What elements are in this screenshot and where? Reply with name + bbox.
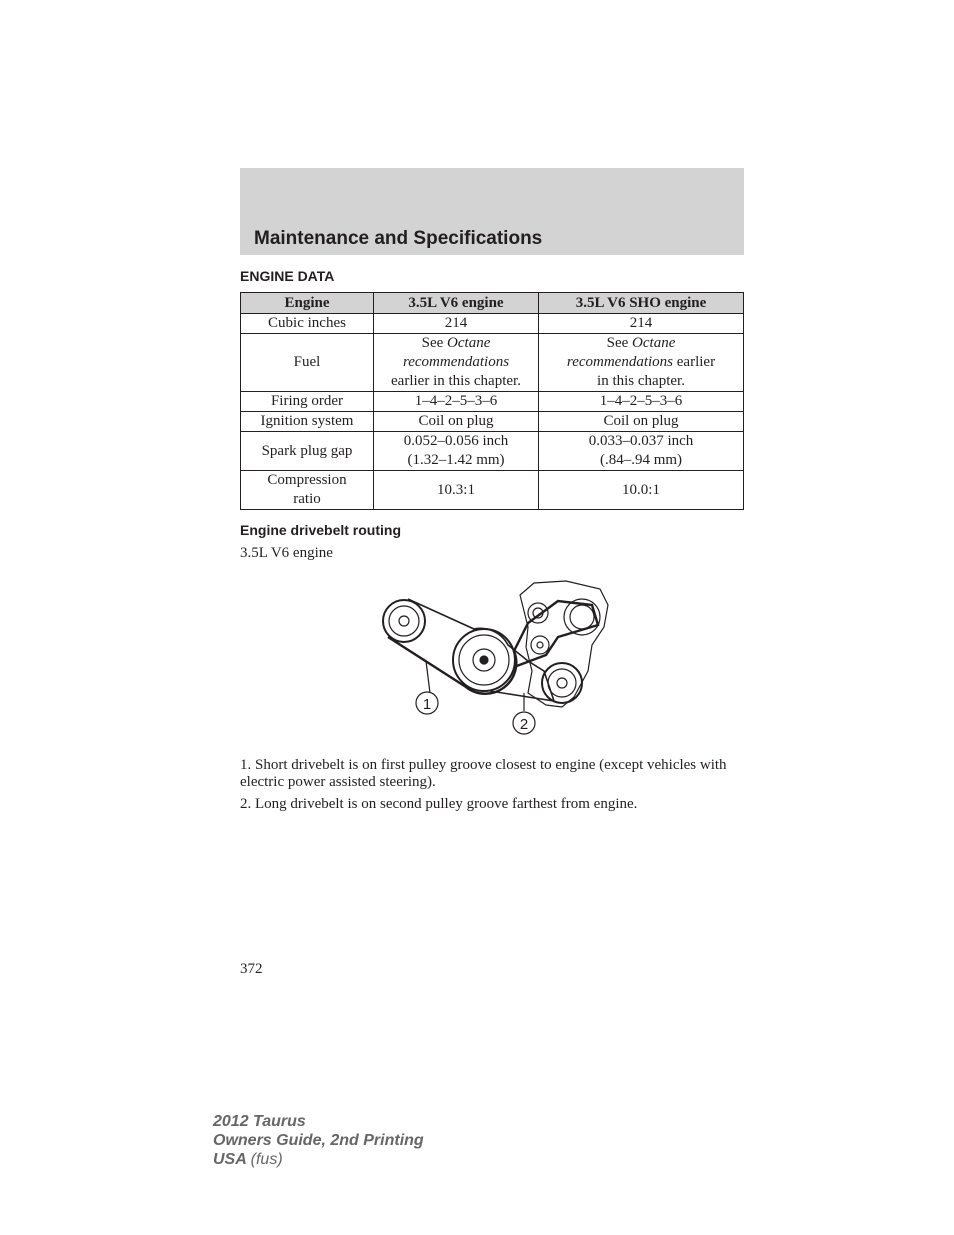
cell-text: Compression bbox=[267, 472, 347, 488]
cell-value: 1–4–2–5–3–6 bbox=[539, 392, 744, 412]
row-label: Firing order bbox=[241, 392, 374, 412]
footer-line bbox=[213, 1150, 424, 1169]
column-header: 3.5L V6 engine bbox=[374, 293, 539, 314]
cell-value: 10.3:1 bbox=[374, 471, 539, 510]
cell-text: 0.052–0.056 inch bbox=[403, 433, 509, 449]
cell-value: 214 bbox=[374, 314, 539, 334]
cell-value: 214 bbox=[539, 314, 744, 334]
cell-value bbox=[539, 334, 744, 392]
cell-text: recommendations bbox=[566, 354, 674, 370]
table-row bbox=[241, 412, 744, 432]
table-row bbox=[241, 334, 744, 392]
cell-value bbox=[374, 432, 539, 471]
table-header-row bbox=[241, 293, 744, 314]
cell-value: 10.0:1 bbox=[539, 471, 744, 510]
cell-text: (1.32–1.42 mm) bbox=[407, 452, 505, 468]
row-label: Ignition system bbox=[241, 412, 374, 432]
routing-subheading: Engine drivebelt routing bbox=[240, 522, 402, 538]
cell-value bbox=[539, 432, 744, 471]
note-short-drivebelt: 1. Short drivebelt is on first pulley groove closest to engine (except vehicles with electric power assisted steering). bbox=[240, 757, 727, 790]
drivebelt-diagram bbox=[378, 575, 610, 740]
cell-text: recommendations bbox=[402, 354, 510, 370]
footer-block bbox=[213, 1112, 424, 1169]
row-label: Cubic inches bbox=[241, 314, 374, 334]
footer-market: (fus) bbox=[250, 1151, 283, 1168]
column-header: Engine bbox=[241, 293, 374, 314]
cell-value: Coil on plug bbox=[539, 412, 744, 432]
cell-text: See bbox=[606, 335, 629, 351]
footer-line: Owners Guide, 2nd Printing bbox=[213, 1132, 424, 1149]
footer-line: 2012 Taurus bbox=[213, 1113, 306, 1130]
chapter-title: Maintenance and Specifications bbox=[254, 228, 543, 249]
cell-text: (.84–.94 mm) bbox=[599, 452, 683, 468]
cell-text: 0.033–0.037 inch bbox=[588, 433, 694, 449]
row-label: Spark plug gap bbox=[241, 432, 374, 471]
table-row bbox=[241, 471, 744, 510]
table-row bbox=[241, 392, 744, 412]
cell-text: Octane bbox=[632, 335, 676, 351]
row-label: Fuel bbox=[241, 334, 374, 392]
cell-text: earlier bbox=[676, 354, 716, 370]
cell-text: earlier in this chapter. bbox=[391, 373, 521, 389]
table-row bbox=[241, 314, 744, 334]
engine-label: 3.5L V6 engine bbox=[240, 545, 333, 561]
cell-text: Octane bbox=[447, 335, 491, 351]
page-number: 372 bbox=[240, 961, 263, 977]
section-title: ENGINE DATA bbox=[240, 268, 335, 284]
cell-value bbox=[374, 334, 539, 392]
cell-text: See bbox=[421, 335, 444, 351]
footer-region: USA bbox=[213, 1151, 247, 1168]
callout-2-label: 2 bbox=[519, 716, 529, 733]
callout-1-label: 1 bbox=[422, 696, 432, 713]
cell-text: ratio bbox=[293, 491, 321, 507]
cell-text: in this chapter. bbox=[597, 373, 685, 389]
row-label bbox=[241, 471, 374, 510]
cell-value: Coil on plug bbox=[374, 412, 539, 432]
idler-pulley bbox=[531, 636, 549, 654]
table-row bbox=[241, 432, 744, 471]
note-long-drivebelt: 2. Long drivebelt is on second pulley groove farthest from engine. bbox=[240, 796, 638, 812]
engine-data-table bbox=[240, 292, 744, 510]
column-header: 3.5L V6 SHO engine bbox=[539, 293, 744, 314]
cell-value: 1–4–2–5–3–6 bbox=[374, 392, 539, 412]
